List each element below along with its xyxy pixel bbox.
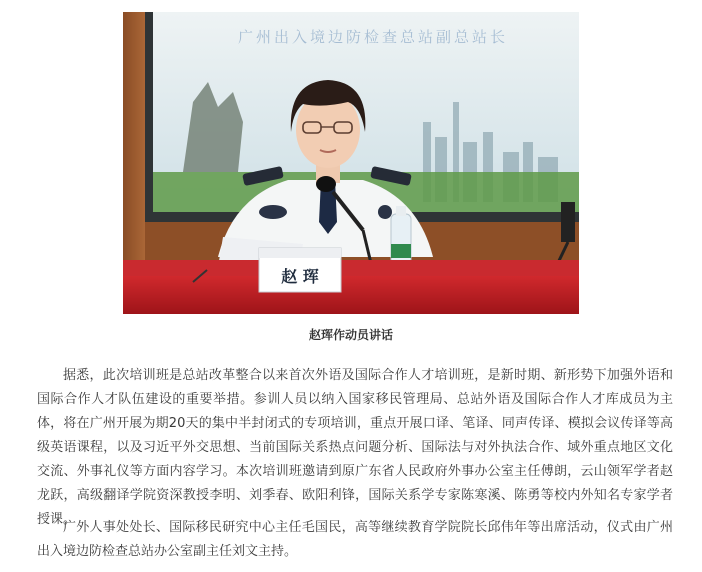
speaker-photo	[123, 12, 579, 314]
article-photo	[123, 12, 579, 314]
article-paragraph: 广外人事处处长、国际移民研究中心主任毛国民，高等继续教育学院院长邱伟年等出席活动，仪式由广州出入境边防检查总站办公室副主任刘文主持。	[37, 520, 673, 559]
article-paragraph: 据悉，此次培训班是总站改革整合以来首次外语及国际合作人才培训班，是新时期、新形势下加强外语和国际合作人才队伍建设的重要举措。参训人员以纳入国家移民管理局、总站外语及国际合作人才库成员为主体，将在广州开展为期20天的集中半封闭式的专项培训，重点开展口译、笔译、同声传译、模拟会议传译等高级英语课程，以及习近平外交思想、当前国际关系热点问题分析、国际法与对外执法合作、域外重点地区文化交流、外事礼仪等方面内容学习。本次培训班邀请到原广东省人民政府外事办公室主任傅朗，云山领军学者赵龙跃，高级翻译学院资深教授李明、刘季春、欧阳利锋，国际关系学专家陈寒溪、陈勇等校内外知名专家学者授课。	[37, 368, 673, 527]
photo-caption: 赵珲作动员讲话	[308, 328, 393, 342]
screen-banner-text: 广州出入境边防检查总站副总站长	[237, 28, 509, 46]
nameplate-text: 赵 珲	[281, 267, 319, 286]
